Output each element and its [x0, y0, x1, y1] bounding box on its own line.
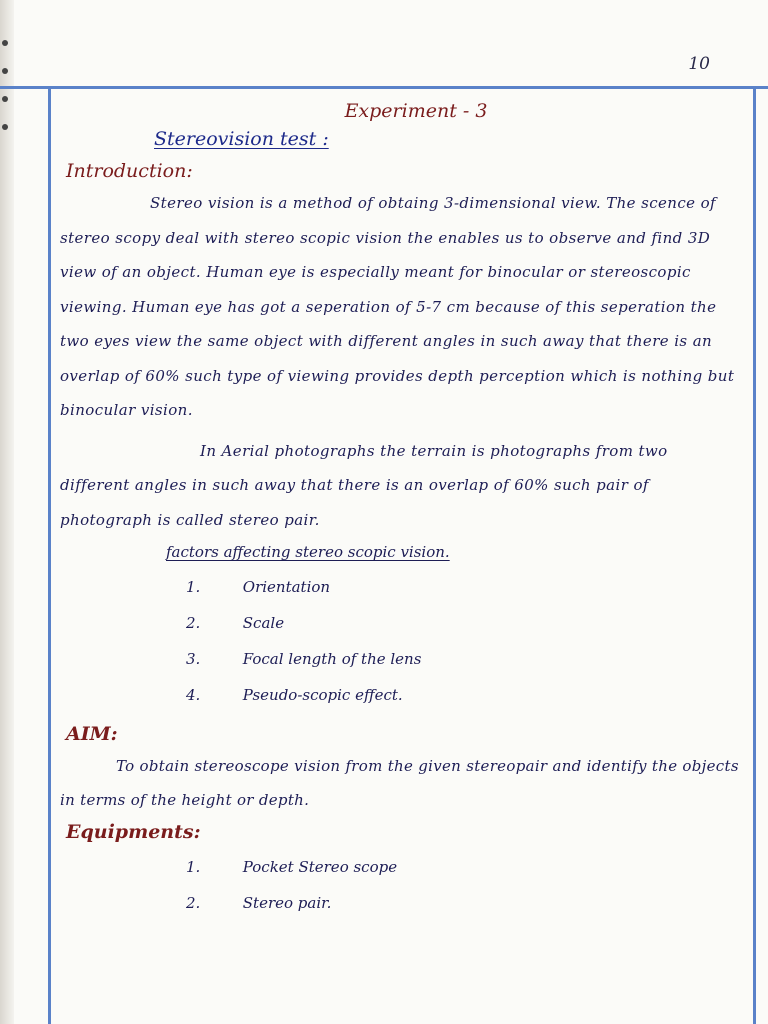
- experiment-subtitle: Stereovision test :: [154, 128, 329, 150]
- list-item-text: Focal length of the lens: [242, 650, 422, 668]
- equipments-heading: Equipments:: [66, 821, 201, 843]
- introduction-paragraph-2: In Aerial photographs the terrain is photographs from two different angles in such away that there is an overlap of 60% such pair of photograph is called stereo pair.: [60, 441, 668, 529]
- list-item: [186, 849, 746, 885]
- notebook-page: [56, 96, 746, 931]
- list-item: [186, 605, 746, 641]
- list-item-number: 2.: [186, 894, 201, 912]
- top-margin-line: [0, 86, 768, 89]
- list-item-number: 4.: [186, 686, 201, 704]
- aim-text: To obtain stereoscope vision from the given stereopair and identify the objects in terms of the height or depth.: [60, 757, 739, 809]
- list-item: [186, 641, 746, 677]
- page-edge-shadow: [0, 0, 14, 1024]
- list-item: [186, 885, 746, 921]
- list-item-number: 1.: [186, 858, 201, 876]
- experiment-title: Experiment - 3: [344, 100, 488, 122]
- list-item-number: 3.: [186, 650, 201, 668]
- list-item-number: 2.: [186, 614, 201, 632]
- list-item-text: Pseudo-scopic effect.: [242, 686, 403, 704]
- list-item: [186, 677, 746, 713]
- list-item-text: Scale: [242, 614, 285, 632]
- list-item: [186, 569, 746, 605]
- left-margin-line: [48, 86, 51, 1024]
- list-item-text: Pocket Stereo scope: [242, 858, 398, 876]
- introduction-heading: Introduction:: [66, 160, 193, 182]
- factors-heading: factors affecting stereo scopic vision.: [166, 543, 450, 561]
- binding-holes: [0, 40, 10, 152]
- list-item-number: 1.: [186, 578, 201, 596]
- list-item-text: Stereo pair.: [242, 894, 332, 912]
- list-item-text: Orientation: [242, 578, 331, 596]
- right-margin-line: [753, 86, 756, 1024]
- equipments-list: [186, 849, 746, 921]
- aim-heading: AIM:: [66, 723, 118, 745]
- introduction-paragraph-1: Stereo vision is a method of obtaing 3-dimensional view. The scence of stereo scopy deal with stereo scopic vision the enables us to observe and find 3D view of an object. Human eye is especially meant for binocular or stereoscopic viewing. Human eye has got a seperation of 5-7 cm because of this seperation the two eyes view the same object with different angles in such away that there is an overlap of 60% such type of viewing provides depth perception which is nothing but binocular vision.: [60, 194, 735, 419]
- page-number: 10: [688, 54, 710, 74]
- factors-list: [186, 569, 746, 713]
